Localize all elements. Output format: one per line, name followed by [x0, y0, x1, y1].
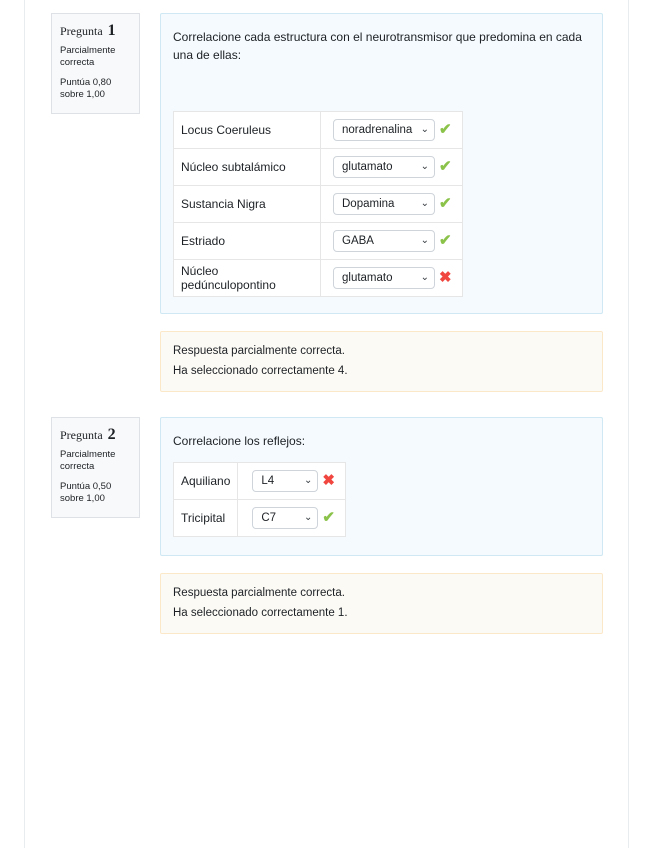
question-1-answer-table — [173, 111, 463, 297]
table-row — [174, 223, 463, 260]
answer-label: Aquiliano — [174, 463, 238, 500]
incorrect-icon: ✖ — [439, 269, 452, 286]
table-row — [174, 112, 463, 149]
feedback-detail: Ha seleccionado correctamente 1. — [173, 607, 348, 619]
feedback-summary: Respuesta parcialmente correcta. — [173, 345, 345, 357]
table-row — [174, 149, 463, 186]
question-1-number: Pregunta 1 — [60, 22, 116, 39]
chevron-down-icon: ⌄ — [303, 475, 313, 486]
answer-select[interactable]: noradrenalina ⌄ — [333, 119, 435, 141]
page-border-left — [24, 0, 25, 848]
question-2-formulation — [160, 417, 603, 556]
correct-icon: ✔ — [439, 195, 452, 212]
correct-icon: ✔ — [439, 158, 452, 175]
question-1-info — [51, 13, 140, 114]
question-1-state: Parcialmente correcta — [60, 45, 116, 68]
chevron-down-icon: ⌄ — [303, 512, 313, 523]
question-2-number: Pregunta 2 — [60, 426, 116, 443]
answer-select[interactable]: glutamato ⌄ — [333, 267, 435, 289]
question-2-text: Correlacione los reflejos: — [173, 434, 306, 448]
answer-label: Estriado — [174, 223, 321, 260]
feedback-detail: Ha seleccionado correctamente 4. — [173, 365, 348, 377]
answer-select[interactable]: GABA ⌄ — [333, 230, 435, 252]
table-row — [174, 463, 346, 500]
chevron-down-icon: ⌄ — [420, 124, 429, 135]
chevron-down-icon: ⌄ — [420, 198, 429, 209]
table-row — [174, 500, 346, 537]
answer-label: Núcleo pedúnculopontino — [174, 260, 321, 297]
correct-icon: ✔ — [439, 121, 452, 138]
answer-label: Sustancia Nigra — [174, 186, 321, 223]
question-2-state: Parcialmente correcta — [60, 449, 116, 472]
answer-select[interactable]: Dopamina ⌄ — [333, 193, 435, 215]
question-2-answer-table — [173, 462, 346, 537]
correct-icon: ✔ — [322, 509, 335, 526]
correct-icon: ✔ — [439, 232, 452, 249]
answer-label: Núcleo subtalámico — [174, 149, 321, 186]
answer-select[interactable]: glutamato ⌄ — [333, 156, 435, 178]
chevron-down-icon: ⌄ — [420, 272, 429, 283]
question-1-feedback — [160, 331, 603, 392]
page-border-right — [628, 0, 629, 848]
chevron-down-icon: ⌄ — [420, 235, 429, 246]
answer-label: Tricipital — [174, 500, 238, 537]
question-1-grade: Puntúa 0,80 sobre 1,00 — [60, 77, 112, 100]
table-row — [174, 186, 463, 223]
question-2-feedback — [160, 573, 603, 634]
question-2-grade: Puntúa 0,50 sobre 1,00 — [60, 481, 112, 504]
question-1-text: Correlacione cada estructura con el neurotransmisor que predomina en cada una de ellas: — [173, 30, 582, 62]
incorrect-icon: ✖ — [322, 472, 335, 489]
question-1-formulation — [160, 13, 603, 314]
feedback-summary: Respuesta parcialmente correcta. — [173, 587, 345, 599]
answer-select[interactable]: L4 ⌄ — [252, 470, 318, 492]
question-2-info — [51, 417, 140, 518]
answer-label: Locus Coeruleus — [174, 112, 321, 149]
table-row — [174, 260, 463, 297]
chevron-down-icon: ⌄ — [420, 161, 429, 172]
answer-select[interactable]: C7 ⌄ — [252, 507, 318, 529]
